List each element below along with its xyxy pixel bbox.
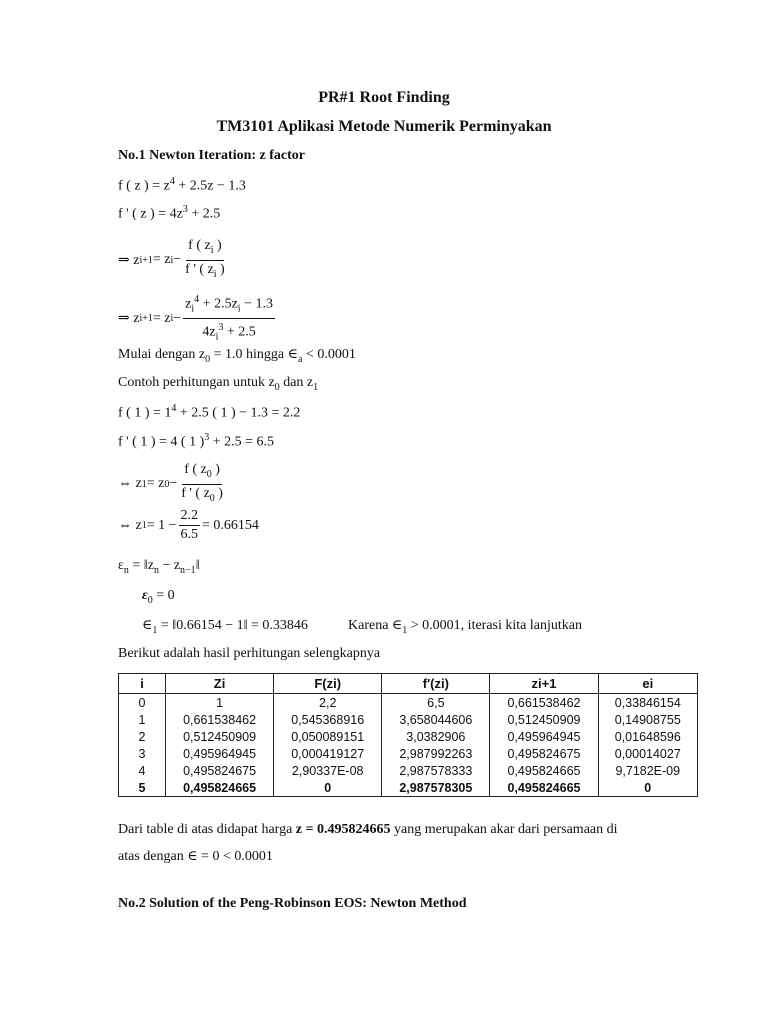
equation-fprime-at-1: f ' ( 1 ) = 4 ( 1 )$^3$ + 2.5 = 6.5	[118, 432, 275, 450]
equation-z1-formula: ⇔ z 1 = z 0 − $\frac{f ( z_0 )}{f ' ( z_0 )}$	[118, 462, 223, 504]
cell-ei: 0,33846154	[598, 694, 697, 712]
column-header-fzi: F(zi)	[274, 674, 382, 694]
cell-fprime-zi: 2,987578333	[382, 762, 490, 779]
table-row	[119, 694, 698, 712]
cell-i: 4	[119, 762, 166, 779]
cell-fprime-zi: 6,5	[382, 694, 490, 712]
section-heading-1: No.1 Newton Iteration: z factor	[118, 148, 305, 163]
equation-fprime-def: f ' ( z ) = $4z^3 + 2.5$	[118, 204, 221, 222]
equation-f-def: f ( z ) = $z^4 + 2.5z - 1.3$	[118, 176, 246, 194]
cell-zi: 0,512450909	[166, 728, 274, 745]
example-intro-text: Contoh perhitungan untuk $z_0$ dan $z_1$	[118, 375, 319, 393]
equation-error-1: $\in_1$ = ‖0.66154 − 1‖ = 0.33846	[142, 618, 308, 636]
cell-i: 0	[119, 694, 166, 712]
cell-zi-plus-1: 0,661538462	[490, 694, 598, 712]
table-row	[119, 728, 698, 745]
cell-ei: 0	[598, 779, 697, 797]
cell-ei: 0,00014027	[598, 745, 697, 762]
conclusion-text-line-2: atas dengan ∈ = 0 < 0.0001	[118, 849, 273, 864]
table-intro-text: Berikut adalah hasil perhitungan selengkapnya	[118, 646, 381, 661]
continue-iteration-note: Karena $\in_1 > 0.0001$, iterasi kita lanjutkan	[348, 618, 582, 636]
cell-i: 2	[119, 728, 166, 745]
equation-newton-iteration: ⇒ z i+1 = z i − $\frac{f ( z_i )}{f ' ( z_i )}$	[118, 238, 225, 280]
cell-zi: 1	[166, 694, 274, 712]
cell-ei: 0,14908755	[598, 711, 697, 728]
cell-fzi: 2,2	[274, 694, 382, 712]
iteration-results-table	[118, 673, 698, 797]
cell-fzi: 0	[274, 779, 382, 797]
column-header-zi: Zi	[166, 674, 274, 694]
table-row	[119, 762, 698, 779]
cell-fzi: 0,050089151	[274, 728, 382, 745]
cell-zi-plus-1: 0,495824665	[490, 762, 598, 779]
cell-fzi: 0,545368916	[274, 711, 382, 728]
table-row	[119, 779, 698, 797]
cell-i: 1	[119, 711, 166, 728]
cell-zi: 0,661538462	[166, 711, 274, 728]
equation-error-0: $\varepsilon_0 = 0$	[142, 588, 175, 606]
equation-f-at-1: f ( 1 ) = $1^4 + 2.5$ ( 1 ) − 1.3 = 2.2	[118, 403, 301, 421]
table-row	[119, 711, 698, 728]
cell-fprime-zi: 2,987992263	[382, 745, 490, 762]
cell-i: 5	[119, 779, 166, 797]
cell-zi-plus-1: 0,495964945	[490, 728, 598, 745]
root-value: z = 0.495824665	[295, 822, 391, 837]
cell-zi: 0,495824665	[166, 779, 274, 797]
equation-z1-value: ⇔ z 1 = 1 − $\frac{2.2}{6.5}$ = 0.66154	[118, 508, 259, 542]
course-title: TM3101 Aplikasi Metode Numerik Perminyakan	[216, 118, 552, 135]
cell-fprime-zi: 3,658044606	[382, 711, 490, 728]
cell-fzi: 2,90337E-08	[274, 762, 382, 779]
equation-error-definition: $\varepsilon_n$ = $‖z_n$ − $z_{n-1}‖$	[118, 558, 200, 576]
cell-zi-plus-1: 0,495824665	[490, 779, 598, 797]
cell-fzi: 0,000419127	[274, 745, 382, 762]
cell-zi: 0,495964945	[166, 745, 274, 762]
cell-fprime-zi: 2,987578305	[382, 779, 490, 797]
table-row	[119, 745, 698, 762]
start-condition-text: Mulai dengan $z_0 = 1.0$ hingga $\in_a < 0.0001$	[118, 347, 356, 365]
cell-zi-plus-1: 0,512450909	[490, 711, 598, 728]
cell-ei: 0,01648596	[598, 728, 697, 745]
table-header-row	[119, 674, 698, 694]
cell-zi: 0,495824675	[166, 762, 274, 779]
cell-zi-plus-1: 0,495824675	[490, 745, 598, 762]
equation-newton-iteration-expanded: ⇒ z i+1 = z i − $\frac{z_i^4 + 2.5z_i - 1.3}{4z_i^3 + 2.5}$	[118, 294, 273, 343]
column-header-i: i	[119, 674, 166, 694]
column-header-ei: ei	[598, 674, 697, 694]
page-title: PR#1 Root Finding	[318, 89, 450, 106]
column-header-fprime-zi: f'(zi)	[382, 674, 490, 694]
cell-i: 3	[119, 745, 166, 762]
cell-ei: 9,7182E-09	[598, 762, 697, 779]
cell-fprime-zi: 3,0382906	[382, 728, 490, 745]
section-heading-2: No.2 Solution of the Peng-Robinson EOS: Newton Method	[118, 896, 467, 911]
conclusion-text-line-1: Dari table di atas didapat harga z = 0.495824665 yang merupakan akar dari persamaan di	[118, 822, 618, 837]
column-header-zi-plus-1: zi+1	[490, 674, 598, 694]
